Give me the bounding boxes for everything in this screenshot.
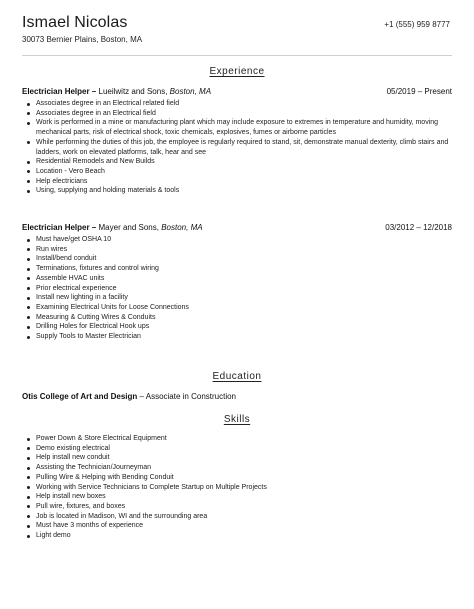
experience-heading: Experience bbox=[209, 66, 265, 77]
list-item: Working with Service Technicians to Complete Startup on Multiple Projects bbox=[36, 483, 462, 493]
list-item: Location - Vero Beach bbox=[36, 167, 462, 177]
list-item: Help install new conduit bbox=[36, 453, 462, 463]
job-location: Boston, MA bbox=[161, 223, 203, 232]
list-item: Install/bend conduit bbox=[36, 254, 462, 264]
skills-list bbox=[22, 434, 462, 541]
degree: – Associate in Construction bbox=[137, 392, 236, 401]
job-bullets-1 bbox=[22, 99, 462, 196]
list-item: Pull wire, fixtures, and boxes bbox=[36, 502, 462, 512]
list-item: Pulling Wire & Helping with Bending Conduit bbox=[36, 473, 462, 483]
education-entry bbox=[22, 392, 236, 402]
list-item: Measuring & Cutting Wires & Conduits bbox=[36, 313, 462, 323]
list-item: Demo existing electrical bbox=[36, 444, 462, 454]
skills-heading: Skills bbox=[223, 414, 251, 425]
list-item: Help install new boxes bbox=[36, 492, 462, 502]
job-company: Lueilwitz and Sons, bbox=[98, 87, 168, 96]
list-item: Assemble HVAC units bbox=[36, 274, 462, 284]
job-title: Electrician Helper – bbox=[22, 87, 97, 96]
job-company: Mayer and Sons, bbox=[98, 223, 159, 232]
list-item: Assisting the Technician/Journeyman bbox=[36, 463, 462, 473]
phone-number: +1 (555) 959 8777 bbox=[384, 20, 450, 29]
school-name: Otis College of Art and Design bbox=[22, 392, 138, 401]
list-item: Light demo bbox=[36, 531, 462, 541]
job-dates: 05/2019 – Present bbox=[386, 87, 452, 96]
candidate-address: 30073 Bernier Plains, Boston, MA bbox=[22, 35, 143, 44]
list-item: Terminations, fixtures and control wiring bbox=[36, 264, 462, 274]
education-heading: Education bbox=[212, 371, 262, 382]
job-bullets-2 bbox=[22, 235, 462, 342]
list-item: While performing the duties of this job, the employee is regularly required to stand, sit, demonstrate manual dexterity, climb stairs and ladders, work on elevated platforms, talk, hear and see bbox=[36, 138, 462, 157]
list-item: Help electricians bbox=[36, 177, 462, 187]
job-header-2 bbox=[22, 223, 452, 233]
list-item: Examining Electrical Units for Loose Connections bbox=[36, 303, 462, 313]
list-item: Using, supplying and holding materials & tools bbox=[36, 186, 462, 196]
job-location: Boston, MA bbox=[169, 87, 212, 96]
list-item: Associates degree in an Electrical field bbox=[36, 109, 462, 119]
list-item: Prior electrical experience bbox=[36, 284, 462, 294]
list-item: Drilling Holes for Electrical Hook ups bbox=[36, 322, 462, 332]
list-item: Supply Tools to Master Electrician bbox=[36, 332, 462, 342]
list-item: Install new lighting in a facility bbox=[36, 293, 462, 303]
list-item: Must have 3 months of experience bbox=[36, 521, 462, 531]
list-item: Run wires bbox=[36, 245, 462, 255]
list-item: Power Down & Store Electrical Equipment bbox=[36, 434, 462, 444]
header-divider bbox=[22, 55, 452, 56]
list-item: Work is performed in a mine or manufacturing plant which may include exposure to extremes in temperature and humidity, moving mechanical parts, risk of electrical shock, toxic chemicals, explosives, fumes or airborne particles bbox=[36, 118, 462, 137]
list-item: Job is located in Madison, WI and the surrounding area bbox=[36, 512, 462, 522]
list-item: Associates degree in an Electrical related field bbox=[36, 99, 462, 109]
job-title: Electrician Helper – bbox=[22, 223, 97, 232]
list-item: Must have/get OSHA 10 bbox=[36, 235, 462, 245]
candidate-name: Ismael Nicolas bbox=[22, 14, 128, 31]
list-item: Residential Remodels and New Builds bbox=[36, 157, 462, 167]
job-header-1 bbox=[22, 87, 452, 97]
job-dates: 03/2012 – 12/2018 bbox=[385, 223, 452, 232]
